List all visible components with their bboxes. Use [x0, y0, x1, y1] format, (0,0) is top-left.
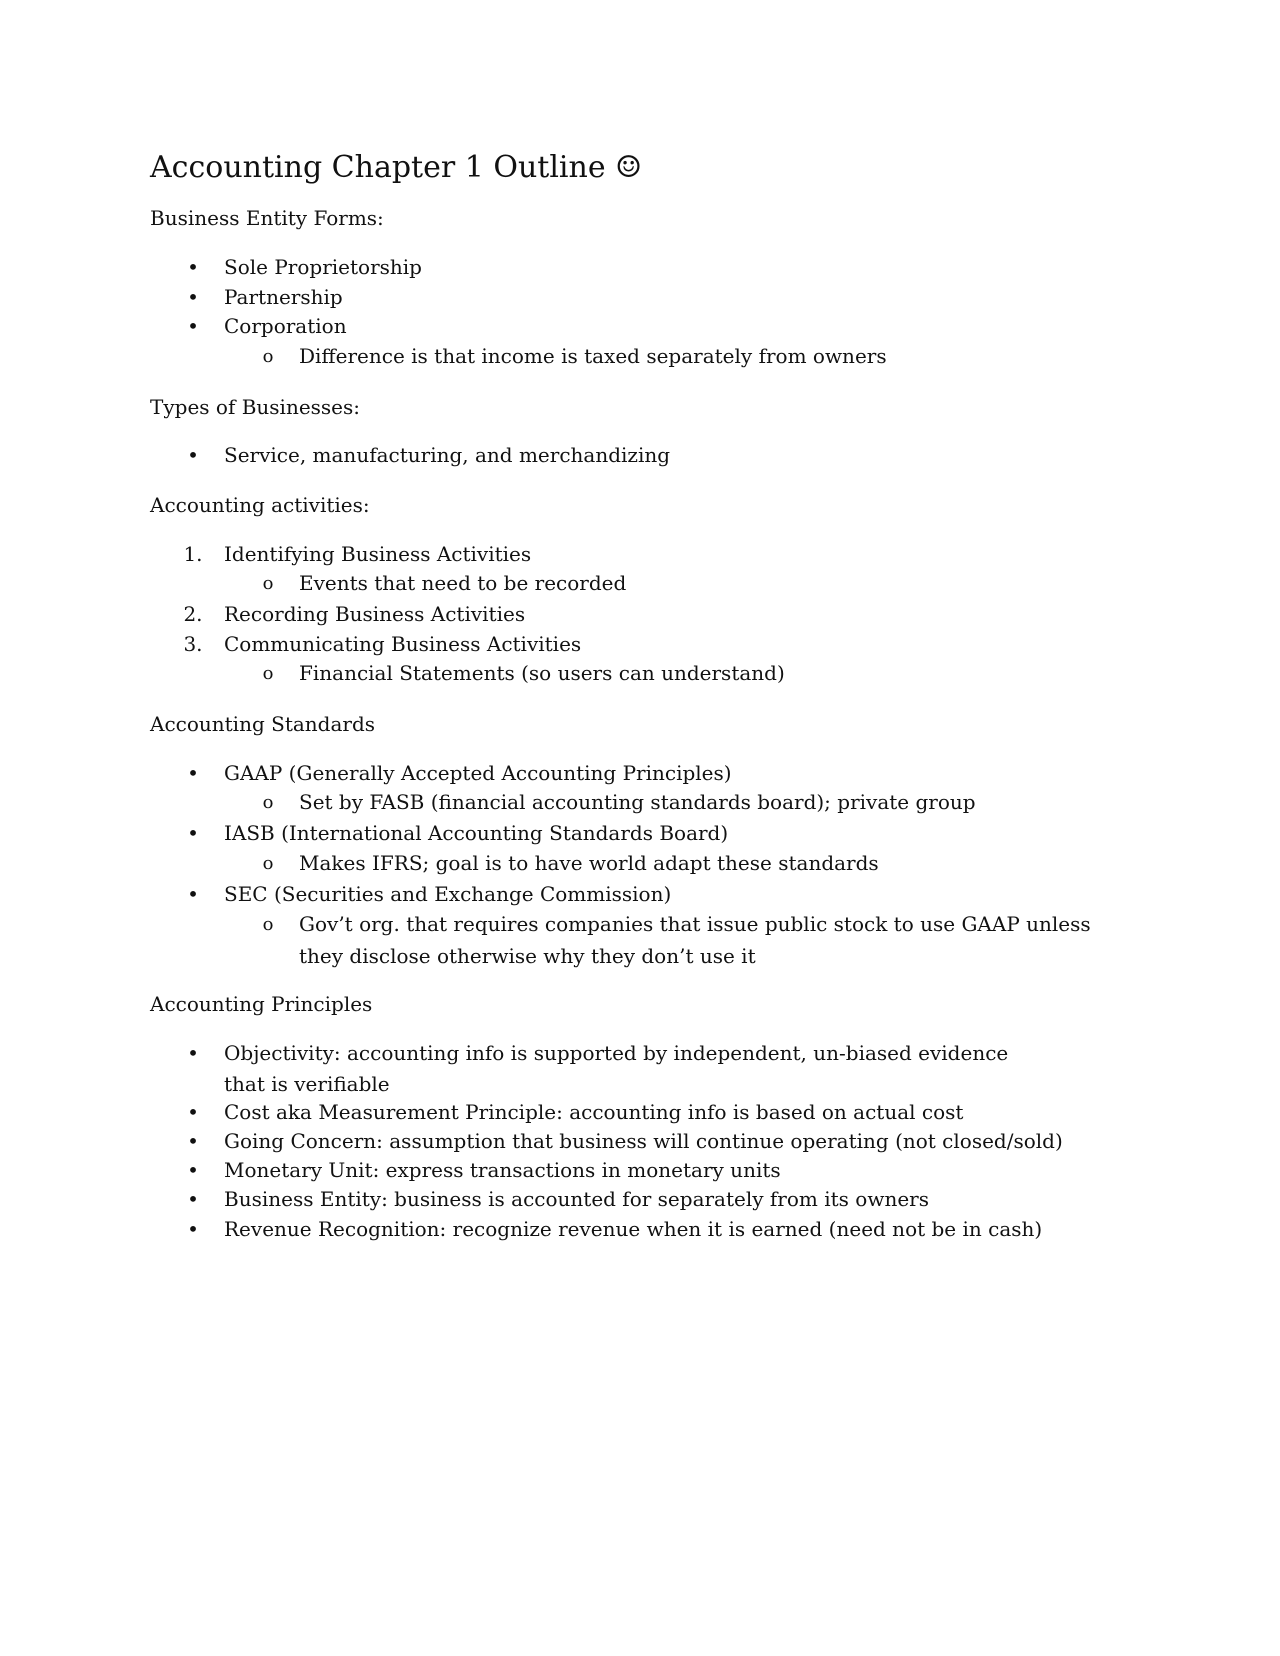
bullet-marker: •	[187, 255, 199, 279]
list-item: Partnership	[224, 285, 343, 309]
section-heading: Accounting Standards	[150, 712, 376, 736]
list-item: Communicating Business Activities	[224, 632, 582, 656]
list-item: Service, manufacturing, and merchandizing	[224, 443, 671, 467]
list-item: Identifying Business Activities	[224, 542, 532, 566]
bullet-marker: •	[187, 1187, 199, 1211]
section-heading: Types of Businesses:	[150, 395, 361, 419]
sub-bullet-marker: o	[262, 663, 274, 684]
page-title: Accounting Chapter 1 Outline ☺	[150, 150, 643, 185]
bullet-marker: •	[187, 1100, 199, 1124]
list-item: Cost aka Measurement Principle: accounting info is based on actual cost	[224, 1100, 964, 1124]
list-item: Going Concern: assumption that business will continue operating (not closed/sold)	[224, 1129, 1063, 1153]
bullet-marker: •	[187, 443, 199, 467]
sub-list-item: Events that need to be recorded	[299, 571, 627, 595]
section-heading: Business Entity Forms:	[150, 206, 384, 230]
sub-bullet-marker: o	[262, 853, 274, 874]
list-item: Monetary Unit: express transactions in monetary units	[224, 1158, 781, 1182]
sub-bullet-marker: o	[262, 346, 274, 367]
sub-bullet-marker: o	[262, 914, 274, 935]
list-item: SEC (Securities and Exchange Commission)	[224, 882, 672, 906]
number-marker: 2.	[183, 602, 203, 626]
list-item: IASB (International Accounting Standards Board)	[224, 821, 729, 845]
sub-bullet-marker: o	[262, 573, 274, 594]
sub-list-item: Gov’t org. that requires companies that issue public stock to use GAAP unless they disclose otherwise why they don’t use it	[299, 912, 1091, 968]
bullet-marker: •	[187, 1129, 199, 1153]
number-marker: 3.	[183, 632, 203, 656]
list-item: Corporation	[224, 314, 347, 338]
sub-list-item: Financial Statements (so users can understand)	[299, 661, 785, 685]
bullet-marker: •	[187, 761, 199, 785]
bullet-marker: •	[187, 285, 199, 309]
sub-list-item: Difference is that income is taxed separately from owners	[299, 344, 887, 368]
bullet-marker: •	[187, 1041, 199, 1065]
section-heading: Accounting Principles	[150, 992, 373, 1016]
bullet-marker: •	[187, 1217, 199, 1241]
sub-list-item: Set by FASB (financial accounting standards board); private group	[299, 790, 976, 814]
list-item: Revenue Recognition: recognize revenue when it is earned (need not be in cash)	[224, 1217, 1043, 1241]
sub-bullet-marker: o	[262, 792, 274, 813]
bullet-marker: •	[187, 882, 199, 906]
bullet-marker: •	[187, 821, 199, 845]
section-heading: Accounting activities:	[150, 493, 370, 517]
bullet-marker: •	[187, 1158, 199, 1182]
list-item: Recording Business Activities	[224, 602, 526, 626]
list-item: Business Entity: business is accounted for separately from its owners	[224, 1187, 929, 1211]
list-item: Objectivity: accounting info is supported by independent, un-biased evidence that is verifiable	[224, 1041, 1009, 1096]
number-marker: 1.	[183, 542, 203, 566]
list-item: Sole Proprietorship	[224, 255, 422, 279]
list-item: GAAP (Generally Accepted Accounting Principles)	[224, 761, 732, 785]
bullet-marker: •	[187, 314, 199, 338]
sub-list-item: Makes IFRS; goal is to have world adapt these standards	[299, 851, 879, 875]
